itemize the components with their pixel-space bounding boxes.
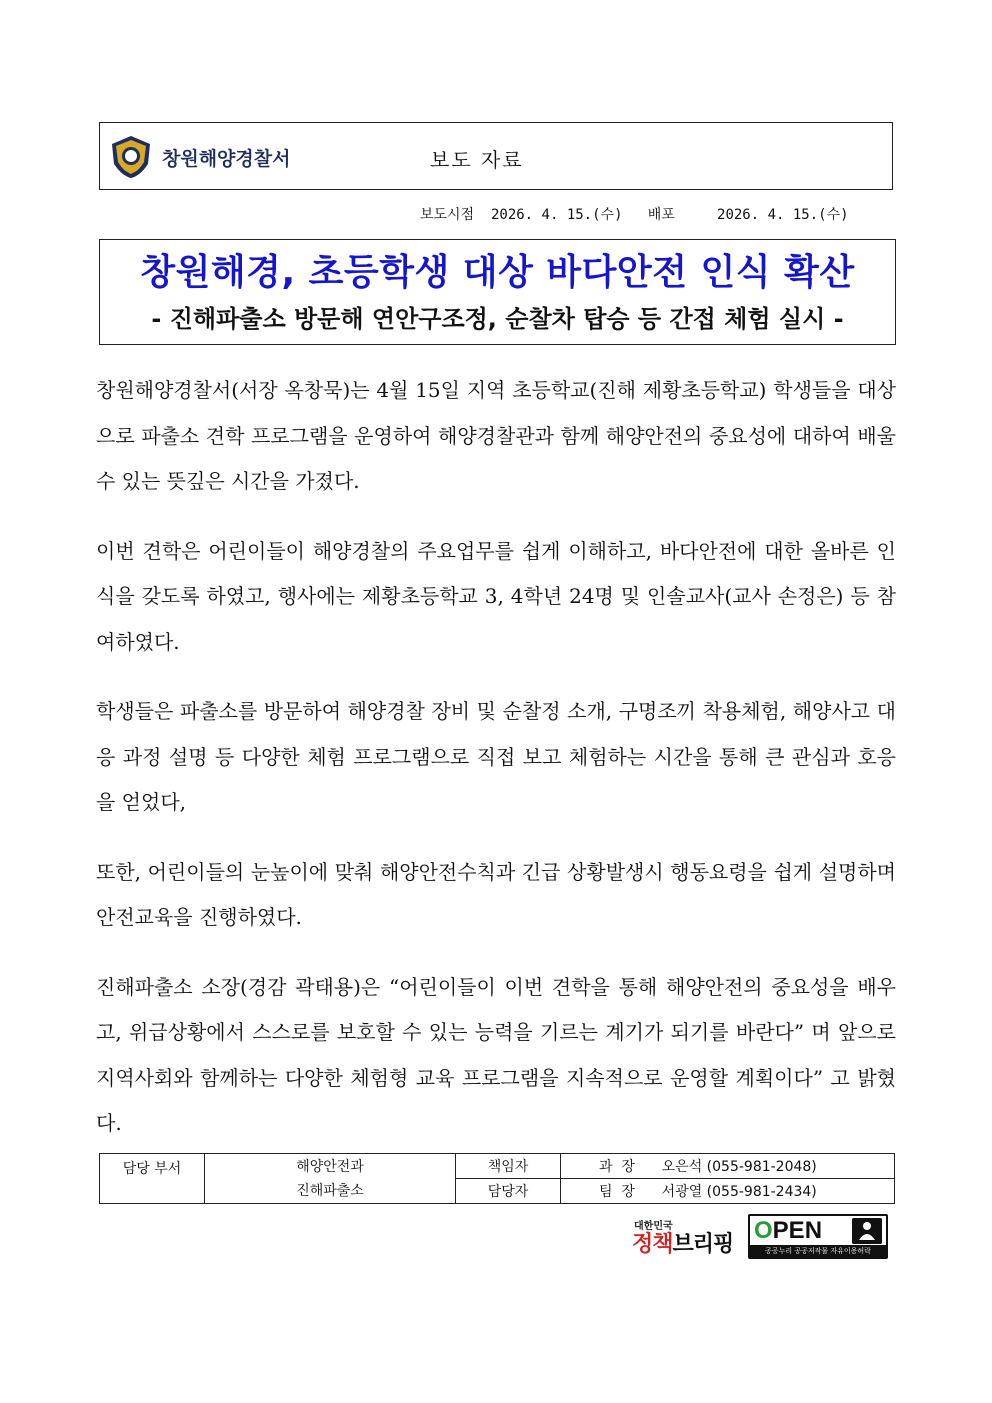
role-cell: 담당자	[456, 1179, 561, 1204]
release-time-label: 보도시점	[420, 207, 475, 223]
org-logo	[110, 133, 290, 181]
dept-name: 해양안전과	[296, 1158, 364, 1175]
table-row	[100, 1154, 895, 1179]
dept-label-cell: 담당 부서	[100, 1154, 205, 1204]
kogl-open-badge	[748, 1214, 888, 1259]
body-paragraph: 창원해양경찰서(서장 옥창묵)는 4월 15일 지역 초등학교(진해 제황초등학교) 학생들을 대상으로 파출소 견학 프로그램을 운영하여 해양경찰관과 함께 해양안전의 중요성에 대하여 배울 수 있는 뜻깊은 시간을 가졌다.	[96, 378, 896, 493]
title-box	[99, 239, 896, 345]
policy-briefing-text	[632, 1227, 733, 1258]
attribution-person-icon	[852, 1218, 882, 1244]
release-time-value: 2026. 4. 15.(수)	[490, 207, 623, 223]
footer-logos	[630, 1214, 892, 1262]
article-body	[96, 368, 896, 1171]
coast-guard-emblem-icon	[110, 134, 152, 180]
body-paragraph: 이번 견학은 어린이들이 해양경찰의 주요업무를 쉽게 이해하고, 바다안전에 대한 올바른 인식을 갖도록 하였고, 행사에는 제황초등학교 3, 4학년 24명 및 인솔교사(교사 손정은) 등 참여하였다.	[96, 538, 896, 654]
body-paragraph: 진해파출소 소장(경감 곽태용)은 “어린이들이 이번 견학을 통해 해양안전의 중요성을 배우고, 위급상황에서 스스로를 보호할 수 있는 능력을 기르는 계기가 되기를 바란다” 며 앞으로 지역사회와 함께하는 다양한 체험형 교육 프로그램을 지속적으로 운영할 계획이다” 고 밝혔다.	[96, 974, 896, 1135]
open-rest-letters: PEN	[772, 1217, 823, 1244]
body-paragraph: 학생들은 파출소를 방문하여 해양경찰 장비 및 순찰정 소개, 구명조끼 착용체험, 해양사고 대응 과정 설명 등 다양한 체험 프로그램으로 직접 보고 체험하는 시간을 통해 큰 관심과 호응을 얻었다,	[96, 699, 896, 814]
document-type: 보도 자료	[430, 148, 524, 172]
policy-briefing-red-text: 정책	[632, 1232, 673, 1257]
open-word	[754, 1217, 822, 1245]
distribution-label: 배포	[647, 207, 675, 223]
headline: 창원해경, 초등학생 대상 바다안전 인식 확산	[140, 252, 855, 293]
dept-cell	[205, 1154, 456, 1204]
release-info	[420, 204, 849, 224]
body-paragraph: 또한, 어린이들의 눈높이에 맞춰 해양안전수칙과 긴급 상황발생시 행동요령을 쉽게 설명하며 안전교육을 진행하였다.	[96, 859, 896, 929]
kogl-strip-text: 공공누리 공공저작물 자유이용허락	[750, 1245, 886, 1257]
contact-table	[99, 1153, 895, 1204]
role-cell: 책임자	[456, 1154, 561, 1179]
distribution-value: 2026. 4. 15.(수)	[717, 207, 849, 223]
open-o-letter: O	[754, 1217, 773, 1244]
org-name: 창원해양경찰서	[162, 147, 291, 170]
person-cell: 팀 장 서광열 (055-981-2434)	[561, 1179, 895, 1204]
dept-name: 진해파출소	[296, 1182, 364, 1199]
policy-briefing-black-text: 브리핑	[672, 1232, 734, 1257]
person-cell: 과 장 오은석 (055-981-2048)	[561, 1154, 895, 1179]
subheadline: - 진해파출소 방문해 연안구조정, 순찰차 탑승 등 간접 체험 실시 -	[151, 305, 844, 333]
policy-briefing-small-text: 대한민국	[634, 1221, 673, 1232]
header-box	[99, 122, 893, 190]
